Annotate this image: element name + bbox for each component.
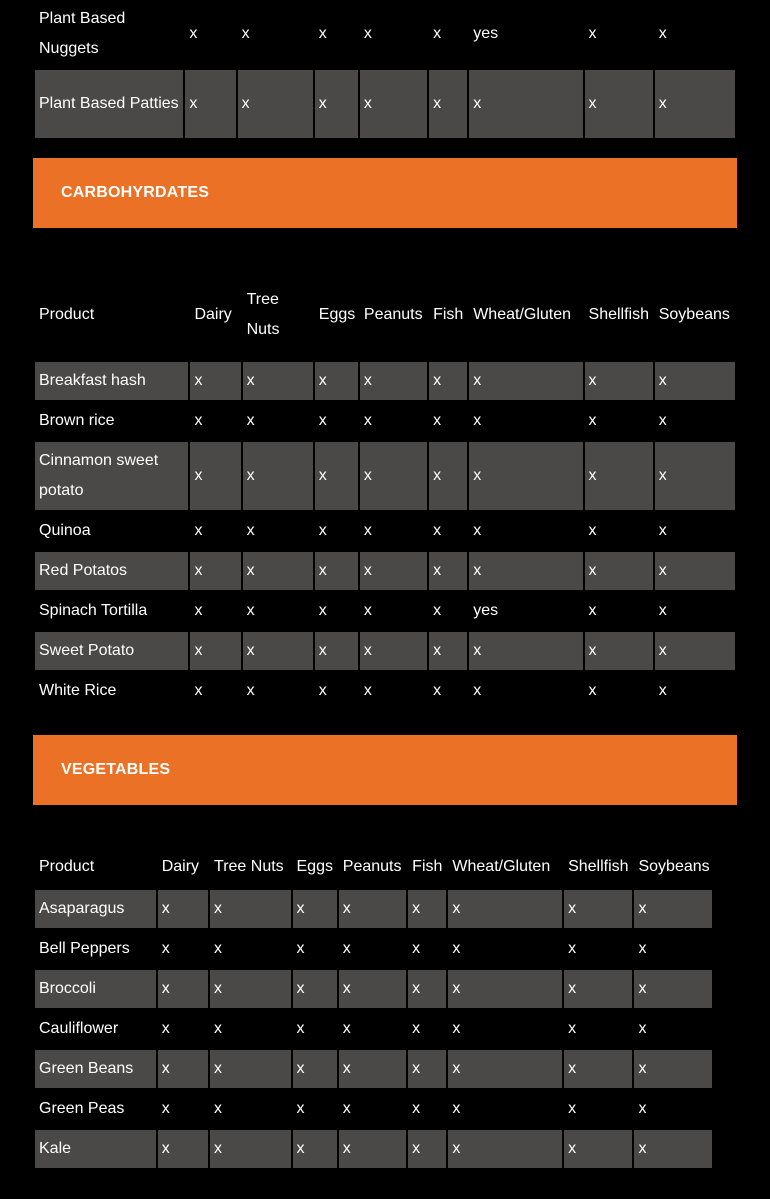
allergen-value-cell: x <box>318 602 327 619</box>
allergen-value-cell: x <box>210 970 290 1008</box>
allergen-value-cell: x <box>339 1130 406 1168</box>
column-header-product: Product <box>39 858 95 875</box>
allergen-value-cell: x <box>339 890 406 928</box>
allergen-value-cell: x <box>185 70 235 138</box>
allergen-value-cell: x <box>585 362 653 400</box>
allergen-value-cell: x <box>469 70 582 138</box>
allergen-value-cell: x <box>408 970 446 1008</box>
product-name-cell: Kale <box>35 1130 156 1168</box>
column-header-tree-nuts: Tree Nuts <box>214 858 284 875</box>
allergen-value-cell: x <box>342 940 351 957</box>
allergen-value-cell: x <box>189 25 198 42</box>
allergen-value-cell: x <box>243 632 313 670</box>
allergen-value-cell: x <box>246 602 255 619</box>
allergen-value-cell: x <box>634 890 712 928</box>
allergen-value-cell: x <box>655 632 735 670</box>
allergen-value-cell: x <box>638 1100 647 1117</box>
column-header-product: Product <box>39 306 95 323</box>
column-header-eggs: Eggs <box>318 306 356 323</box>
allergen-value-cell: x <box>473 522 482 539</box>
allergen-value-cell: x <box>190 632 240 670</box>
allergen-value-cell: x <box>293 970 337 1008</box>
allergen-value-cell: x <box>452 1100 461 1117</box>
table-row <box>35 632 735 670</box>
product-name-cell: Breakfast hash <box>35 362 188 400</box>
allergen-value-cell: x <box>469 362 582 400</box>
allergen-value-cell: x <box>194 682 203 699</box>
allergen-value-cell: x <box>634 970 712 1008</box>
allergen-value-cell: x <box>408 1050 446 1088</box>
allergen-value-cell: x <box>210 1130 290 1168</box>
allergen-value-cell: x <box>429 552 467 590</box>
allergen-value-cell: x <box>638 1020 647 1037</box>
allergen-value-cell: x <box>585 442 653 510</box>
allergen-value-cell: x <box>588 25 597 42</box>
product-name-cell: White Rice <box>39 682 117 699</box>
allergen-value-cell: x <box>433 25 442 42</box>
column-header-tree-nuts: Tree Nuts <box>246 291 280 338</box>
product-name-cell: Cinnamon sweet potato <box>35 442 188 510</box>
product-name-cell: Spinach Tortilla <box>39 602 148 619</box>
allergen-value-cell: x <box>363 412 372 429</box>
allergen-value-cell: x <box>339 1050 406 1088</box>
table-row <box>35 0 735 68</box>
allergen-value-cell: x <box>469 442 582 510</box>
column-header-fish: Fish <box>412 858 443 875</box>
allergen-value-cell: x <box>190 552 240 590</box>
column-header-dairy: Dairy <box>161 858 200 875</box>
allergen-value-cell: x <box>585 70 653 138</box>
allergen-value-cell: x <box>315 362 358 400</box>
product-name-cell: Asaparagus <box>35 890 156 928</box>
column-header-shellfish: Shellfish <box>568 858 629 875</box>
allergen-value-cell: x <box>360 552 427 590</box>
allergen-value-cell: x <box>296 1020 305 1037</box>
allergen-value-cell: x <box>214 1020 223 1037</box>
allergen-value-cell: x <box>655 70 735 138</box>
allergen-value-cell: x <box>585 552 653 590</box>
allergen-value-cell: x <box>315 70 358 138</box>
table-header-row <box>35 270 735 360</box>
allergen-value-cell: x <box>243 362 313 400</box>
column-header-peanuts: Peanuts <box>342 858 402 875</box>
allergen-value-cell: x <box>360 442 427 510</box>
allergen-value-cell: x <box>448 1050 562 1088</box>
allergen-value-cell: x <box>246 682 255 699</box>
product-name-cell: Broccoli <box>35 970 156 1008</box>
allergen-value-cell: x <box>655 362 735 400</box>
allergen-value-cell: x <box>190 362 240 400</box>
vegetables-allergen-table <box>33 844 714 1170</box>
carbohydrates-allergen-table <box>33 268 737 712</box>
allergen-value-cell: x <box>655 552 735 590</box>
allergen-value-cell: x <box>429 442 467 510</box>
allergen-value-cell: x <box>161 940 170 957</box>
table-row <box>35 930 712 968</box>
allergen-value-cell: x <box>408 1130 446 1168</box>
allergen-value-cell: x <box>433 602 442 619</box>
vegetables-section-header: VEGETABLES <box>33 735 737 805</box>
allergen-value-cell: x <box>473 412 482 429</box>
table-row <box>35 402 735 440</box>
allergen-value-cell: x <box>158 1130 208 1168</box>
table-row <box>35 1090 712 1128</box>
table-row <box>35 362 735 400</box>
allergen-value-cell: x <box>342 1020 351 1037</box>
allergen-value-cell: yes <box>473 25 499 42</box>
allergen-value-cell: x <box>243 442 313 510</box>
allergen-value-cell: x <box>588 602 597 619</box>
allergen-value-cell: x <box>243 552 313 590</box>
allergen-value-cell: x <box>638 940 647 957</box>
allergen-value-cell: x <box>238 70 313 138</box>
allergen-value-cell: x <box>658 602 667 619</box>
product-name-cell: Quinoa <box>39 522 91 539</box>
carbohydrates-section-header: CARBOHYRDATES <box>33 158 737 228</box>
allergen-value-cell: x <box>588 682 597 699</box>
allergen-value-cell: x <box>241 25 250 42</box>
allergen-value-cell: x <box>658 682 667 699</box>
allergen-value-cell: x <box>194 412 203 429</box>
allergen-value-cell: x <box>433 412 442 429</box>
allergen-value-cell: x <box>158 970 208 1008</box>
allergen-value-cell: x <box>318 412 327 429</box>
allergen-value-cell: x <box>296 1100 305 1117</box>
table-row <box>35 672 735 710</box>
table-row <box>35 442 735 510</box>
allergen-value-cell: x <box>360 632 427 670</box>
allergen-value-cell: x <box>585 632 653 670</box>
product-name-cell: Bell Peppers <box>39 940 130 957</box>
allergen-value-cell: x <box>564 890 632 928</box>
column-header-shellfish: Shellfish <box>588 306 650 323</box>
allergen-value-cell: x <box>658 412 667 429</box>
allergen-value-cell: x <box>408 890 446 928</box>
allergen-value-cell: x <box>246 522 255 539</box>
allergen-value-cell: x <box>588 522 597 539</box>
allergen-value-cell: x <box>448 970 562 1008</box>
proteins-allergen-table <box>33 0 737 140</box>
allergen-value-cell: x <box>194 522 203 539</box>
allergen-value-cell: x <box>293 1050 337 1088</box>
column-header-soybeans: Soybeans <box>638 858 710 875</box>
allergen-value-cell: x <box>564 1130 632 1168</box>
allergen-value-cell: x <box>433 522 442 539</box>
allergen-value-cell: x <box>588 412 597 429</box>
product-name-cell: Plant Based Patties <box>35 70 183 138</box>
allergen-value-cell: x <box>452 1020 461 1037</box>
product-name-cell: Cauliflower <box>39 1020 119 1037</box>
allergen-value-cell: x <box>318 25 327 42</box>
column-header-dairy: Dairy <box>194 306 232 323</box>
allergen-value-cell: x <box>433 682 442 699</box>
allergen-value-cell: x <box>568 1020 577 1037</box>
column-header-peanuts: Peanuts <box>363 306 423 323</box>
allergen-value-cell: x <box>315 552 358 590</box>
allergen-value-cell: x <box>429 632 467 670</box>
allergen-value-cell: x <box>448 890 562 928</box>
allergen-value-cell: x <box>634 1050 712 1088</box>
table-row <box>35 1130 712 1168</box>
column-header-wheat-gluten: Wheat/Gluten <box>473 306 572 323</box>
allergen-value-cell: x <box>564 1050 632 1088</box>
allergen-value-cell: x <box>473 682 482 699</box>
allergen-value-cell: x <box>429 70 467 138</box>
allergen-value-cell: x <box>412 940 421 957</box>
allergen-value-cell: x <box>158 890 208 928</box>
allergen-value-cell: x <box>293 1130 337 1168</box>
allergen-value-cell: x <box>214 1100 223 1117</box>
column-header-eggs: Eggs <box>296 858 333 875</box>
allergen-value-cell: x <box>214 940 223 957</box>
allergen-value-cell: x <box>658 522 667 539</box>
table-row <box>35 890 712 928</box>
allergen-value-cell: x <box>658 25 667 42</box>
allergen-value-cell: x <box>293 890 337 928</box>
allergen-value-cell: x <box>412 1100 421 1117</box>
allergen-value-cell: x <box>429 362 467 400</box>
allergen-value-cell: x <box>469 632 582 670</box>
product-name-cell: Brown rice <box>39 412 115 429</box>
allergen-value-cell: x <box>363 25 372 42</box>
column-header-fish: Fish <box>433 306 464 323</box>
allergen-value-cell: x <box>448 1130 562 1168</box>
allergen-value-cell: x <box>210 890 290 928</box>
table-row <box>35 1050 712 1088</box>
allergen-value-cell: x <box>318 522 327 539</box>
allergen-value-cell: x <box>161 1020 170 1037</box>
allergen-value-cell: x <box>315 632 358 670</box>
allergen-value-cell: x <box>194 602 203 619</box>
allergen-value-cell: x <box>412 1020 421 1037</box>
allergen-value-cell: x <box>318 682 327 699</box>
allergen-value-cell: x <box>158 1050 208 1088</box>
allergen-value-cell: x <box>161 1100 170 1117</box>
allergen-value-cell: x <box>360 362 427 400</box>
allergen-value-cell: yes <box>473 602 499 619</box>
table-row <box>35 970 712 1008</box>
allergen-value-cell: x <box>339 970 406 1008</box>
allergen-value-cell: x <box>452 940 461 957</box>
allergen-value-cell: x <box>363 522 372 539</box>
table-row <box>35 1010 712 1048</box>
allergen-value-cell: x <box>469 552 582 590</box>
table-row <box>35 70 735 138</box>
allergen-value-cell: x <box>296 940 305 957</box>
column-header-soybeans: Soybeans <box>658 306 730 323</box>
product-name-cell: Plant Based Nuggets <box>39 10 126 57</box>
allergen-value-cell: x <box>315 442 358 510</box>
product-name-cell: Sweet Potato <box>35 632 188 670</box>
allergen-value-cell: x <box>363 602 372 619</box>
allergen-value-cell: x <box>634 1130 712 1168</box>
column-header-wheat-gluten: Wheat/Gluten <box>452 858 551 875</box>
product-name-cell: Red Potatos <box>35 552 188 590</box>
allergen-value-cell: x <box>564 970 632 1008</box>
allergen-value-cell: x <box>210 1050 290 1088</box>
allergen-value-cell: x <box>568 940 577 957</box>
table-row <box>35 592 735 630</box>
allergen-value-cell: x <box>568 1100 577 1117</box>
allergen-value-cell: x <box>360 70 427 138</box>
allergen-value-cell: x <box>655 442 735 510</box>
table-row <box>35 512 735 550</box>
allergen-value-cell: x <box>190 442 240 510</box>
product-name-cell: Green Peas <box>39 1100 125 1117</box>
allergen-value-cell: x <box>246 412 255 429</box>
allergen-value-cell: x <box>363 682 372 699</box>
product-name-cell: Green Beans <box>35 1050 156 1088</box>
table-row <box>35 552 735 590</box>
allergen-value-cell: x <box>342 1100 351 1117</box>
table-header-row <box>35 846 712 888</box>
